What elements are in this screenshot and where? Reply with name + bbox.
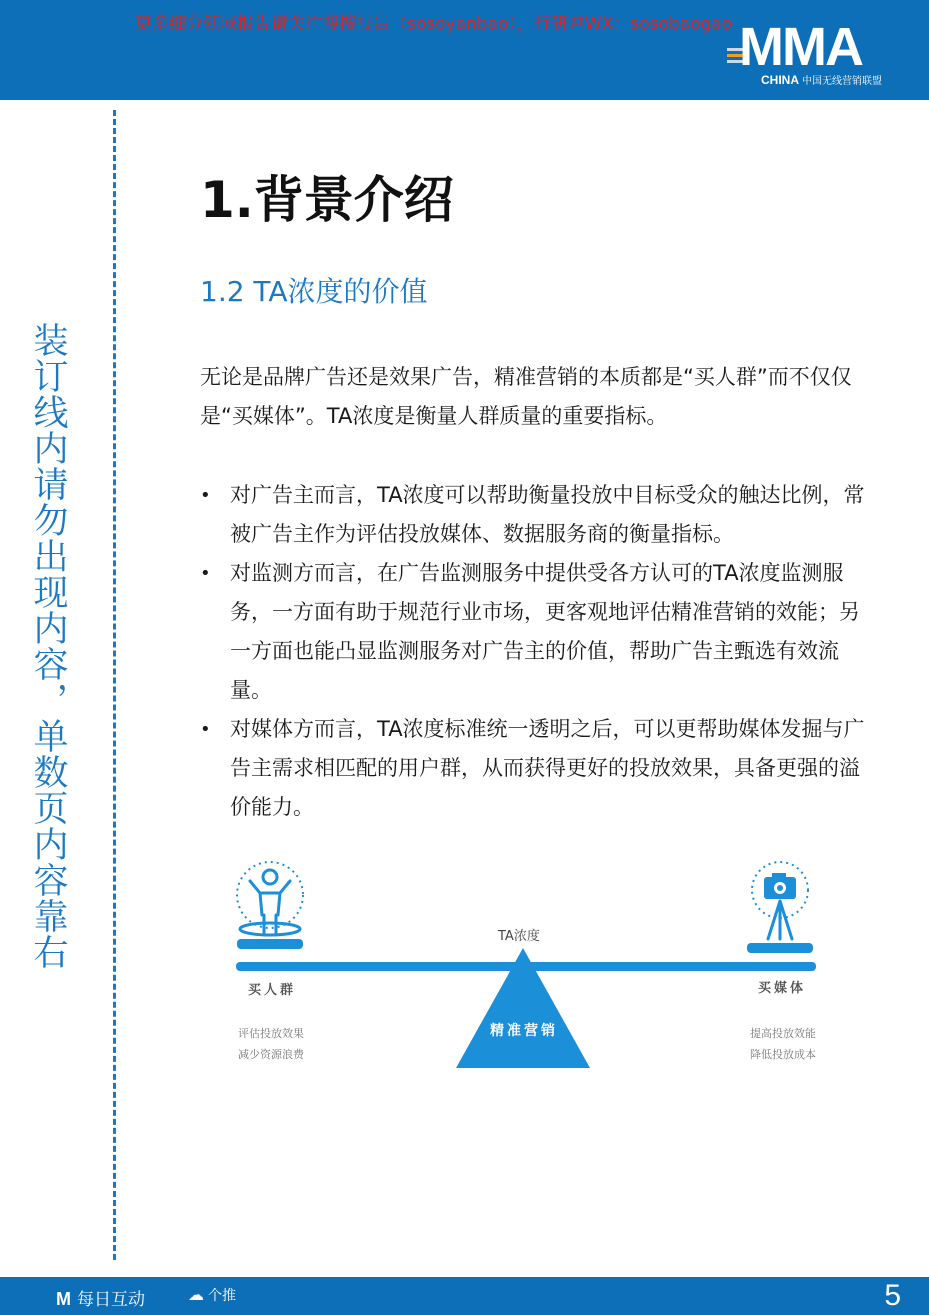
list-item: • 对广告主而言，TA浓度可以帮助衡量投放中目标受众的触达比例，常被广告主作为评估投放媒体、数据服务商的衡量指标。 [200, 476, 870, 554]
page-header [0, 0, 929, 100]
list-item: • 对监测方而言，在广告监测服务中提供受各方认可的TA浓度监测服务，一方面有助于规范行业市场，更客观地评估精准营销的效能；另一方面也能凸显监测服务对广告主的价值，帮助广告主甄选有效流量。 [200, 554, 870, 710]
right-line2: 降低投放成本 [750, 1048, 816, 1061]
intro-paragraph: 无论是品牌广告还是效果广告，精准营销的本质都是“买人群”而不仅仅是“买媒体”。TA浓度是衡量人群质量的重要指标。 [200, 365, 852, 428]
list-item: • 对媒体方而言，TA浓度标准统一透明之后，可以更帮助媒体发掘与广告主需求相匹配的用户群，从而获得更好的投放效果，具备更强的溢价能力。 [200, 710, 870, 827]
logo-subtitle: CHINA 中国无线营销联盟 [761, 73, 882, 87]
ta-density-label: TA浓度 [498, 929, 540, 944]
binding-note: 装订线内请勿出现内容，单数页内容靠右 [28, 322, 68, 970]
fulcrum-label: 精准营销 [490, 1023, 558, 1039]
left-line1: 评估投放效果 [238, 1027, 304, 1040]
balance-graphic [220, 845, 840, 1085]
footer-brand-getui: ☁ 个推 [188, 1285, 236, 1304]
footer-brand-meiri: M 每日互动 [56, 1289, 145, 1310]
mma-logo [727, 17, 897, 88]
section-subtitle: 1.2 TA浓度的价值 [200, 275, 428, 308]
bullet-list [200, 476, 870, 827]
logo-wordmark: MMA [739, 17, 862, 77]
left-label: 买人群 [248, 983, 297, 998]
camera-tripod-icon [747, 862, 813, 953]
meiri-logo-icon: M [56, 1289, 71, 1309]
person-target-icon [237, 862, 303, 949]
balance-diagram [220, 845, 840, 1085]
right-line1: 提高投放效能 [750, 1027, 816, 1040]
page-title: 1.背景介绍 [200, 171, 454, 229]
bullet-icon: • [200, 563, 211, 584]
binding-dashed-line [113, 110, 116, 1260]
page-number: 5 [884, 1279, 901, 1312]
left-line2: 减少资源浪费 [238, 1048, 304, 1061]
right-label: 买媒体 [758, 981, 807, 996]
bullet-icon: • [200, 485, 211, 506]
page-footer [0, 1277, 929, 1315]
watermark-text: 更多细分领域报告请关注搜搜报告（sosoyanbao），行研君WX：sosobaogao [135, 14, 733, 34]
getui-logo-icon: ☁ [188, 1285, 204, 1304]
bullet-icon: • [200, 719, 211, 740]
